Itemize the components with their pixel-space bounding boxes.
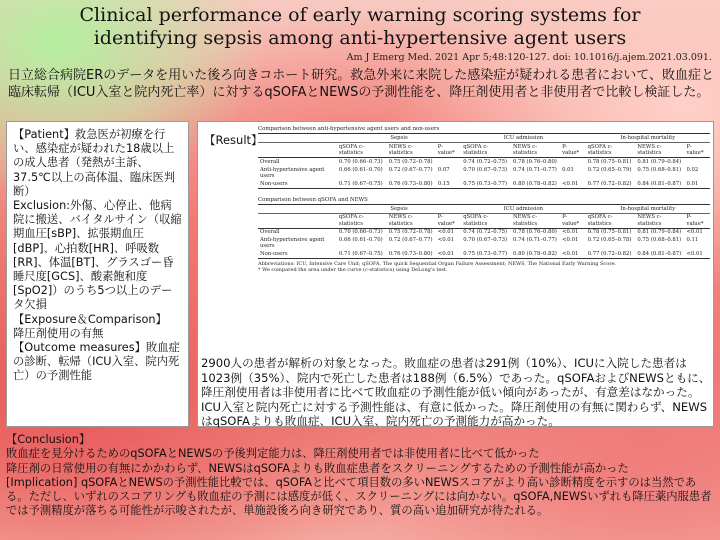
table-cell: 0.01 — [562, 166, 574, 173]
table-footnote: * We compared the area under the curve (c-statistics) using DeLong's test. — [258, 267, 448, 274]
table-subheader: qSOFA c-statistics — [586, 213, 636, 228]
result-tables — [258, 124, 710, 274]
table-subheader: qSOFA c-statistics — [337, 143, 387, 158]
table-cell: <0.01 — [562, 237, 579, 244]
row-label: Anti-hypertensive agent users — [260, 166, 325, 179]
table-subheader: qSOFA c-statistics — [461, 213, 511, 228]
table-subheader: P-value* — [436, 213, 461, 228]
table2-body — [258, 228, 710, 259]
table-cell: 0.84 (0.81–0.87) — [635, 180, 684, 188]
conclusion-heading: 【Conclusion】 — [6, 433, 91, 446]
table-cell — [560, 158, 585, 166]
table-cell: <0.01 — [560, 250, 585, 258]
table-subheader: NEWS c-statistics — [511, 143, 560, 158]
conclusion-section — [6, 433, 714, 519]
table-row — [258, 180, 710, 188]
table-cell: <0.01 — [686, 229, 703, 236]
table-subheader: qSOFA c-statistics — [461, 143, 511, 158]
title-line-1: Clinical performance of early warning scoring systems for — [79, 4, 641, 26]
table-cell: <0.01 — [560, 180, 585, 188]
table-subheader: P-value* — [436, 143, 461, 158]
table-abbreviations: Abbreviations: ICU, Intensive Care Unit; qSOFA, The quick Sequential Organ Failure Assessment; NEWS, The National Early Warning Score. — [258, 261, 617, 268]
table-cell: 0.78 (0.76–0.80) — [513, 158, 557, 165]
table-header-empty — [258, 213, 337, 228]
table-cell: <0.01 — [437, 237, 454, 244]
table1 — [258, 134, 710, 188]
table2-subheader-row — [258, 213, 710, 228]
table-cell: 0.72 (0.67–0.77) — [388, 237, 433, 244]
table1-subheader-row — [258, 143, 710, 158]
exposure-heading: 【Exposure＆Comparison】 — [13, 312, 167, 326]
table-cell: 0.75 (0.72–0.78) — [388, 158, 433, 165]
table-cell: 0.81 (0.79–0.84) — [637, 229, 682, 236]
table-cell — [684, 158, 710, 166]
table-group-header: In-hospital mortality — [586, 134, 710, 142]
table-subheader: qSOFA c-statistics — [586, 143, 636, 158]
table-cell: 0.74 (0.71–0.77) — [513, 237, 557, 244]
table-cell: 0.02 — [686, 166, 699, 173]
result-panel — [197, 121, 714, 427]
exclusion-criteria: Exclusion:外傷、心停止、他病院に搬送、バイタルサイン（収縮期血圧[sBP]、拡張期血圧[dBP]、心拍数[HR]、呼吸数[RR]、体温[BT]、グラスゴー昏睡尺度[GCS]、酸素飽和度[SpO2]）のうち5つ以上のデータ欠損 — [13, 199, 182, 312]
table-subheader: NEWS c-statistics — [635, 213, 684, 228]
table-cell: 0.76 (0.73–0.80) — [387, 180, 436, 188]
table-cell: 0.01 — [684, 180, 710, 188]
table-cell: 0.84 (0.81–0.87) — [635, 250, 684, 258]
table-cell: 0.77 (0.72–0.82) — [586, 250, 636, 258]
table-cell: 0.80 (0.78–0.82) — [511, 180, 560, 188]
table-cell: 0.80 (0.78–0.82) — [511, 250, 560, 258]
table-group-header: ICU admission — [461, 205, 585, 213]
table-cell: 0.72 (0.65–0.79) — [587, 166, 632, 173]
table-group-header: ICU admission — [461, 134, 585, 142]
table1-body — [258, 158, 710, 189]
table-group-header: In-hospital mortality — [586, 205, 710, 213]
result-findings: 2900人の患者が解析の対象となった。敗血症の患者は291例（10%）、ICUに入院した患者は1023例（35%）、院内で死亡した患者は188例（6.5%）であった。qSOFAおよびNEWSともに、降圧剤使用者は非使用者に比べて敗血症の予測性能が低い傾向があったが、有意差はなかった。ICU入室と院内死亡に対する予測性能は、有意に低かった。降圧剤使用の有無に関わらず、NEWSはqSOFAよりも敗血症、ICU入室、院内死亡の予測能力が高かった。 — [201, 356, 711, 429]
table-subheader: qSOFA c-statistics — [337, 213, 387, 228]
table-cell: <0.01 — [684, 250, 710, 258]
outcome-measures: 【Outcome measures】敗血症の診断、転帰（ICU入室、院内死亡）の予測性能 — [13, 341, 180, 383]
table-cell: 0.71 (0.67–0.75) — [337, 250, 387, 258]
table-cell: 0.75 (0.73–0.77) — [461, 250, 511, 258]
table-row — [258, 158, 710, 166]
result-label: 【Result】 — [204, 133, 263, 147]
row-label: Non-users — [258, 180, 337, 188]
table-cell: 0.76 (0.73–0.80) — [387, 250, 436, 258]
table-cell: 0.72 (0.65–0.78) — [587, 237, 632, 244]
conclusion-line-1: 敗血症を見分けるためのqSOFAとNEWSの予後判定能力は、降圧剤使用者では非使用者に比べて低かった — [6, 447, 540, 461]
table-cell — [436, 158, 461, 166]
table-subheader: NEWS c-statistics — [635, 143, 684, 158]
table-header-empty — [258, 205, 337, 213]
table-cell: <0.01 — [436, 250, 461, 258]
table-cell: <0.01 — [437, 229, 454, 236]
table-row — [258, 236, 710, 250]
table-subheader: P-value* — [560, 143, 585, 158]
table-cell: 0.75 (0.73–0.77) — [461, 180, 511, 188]
table-cell: 0.74 (0.72–0.75) — [463, 158, 508, 165]
table-subheader: NEWS c-statistics — [387, 213, 436, 228]
methods-panel — [6, 121, 189, 427]
table-row — [258, 166, 710, 180]
table-cell: 0.74 (0.72–0.75) — [463, 229, 508, 236]
table-cell: 0.15 — [436, 180, 461, 188]
table1-caption: Comparison between anti-hypertensive agent users and non-users — [258, 124, 710, 134]
table-subheader: NEWS c-statistics — [387, 143, 436, 158]
table-cell: 0.70 (0.67–0.73) — [463, 237, 508, 244]
table-cell: 0.70 (0.66–0.73) — [338, 229, 383, 236]
table-cell: 0.78 (0.75–0.81) — [587, 229, 632, 236]
title-line-2: identifying sepsis among anti-hypertensive agent users — [93, 27, 627, 49]
table-cell: 0.70 (0.66–0.73) — [338, 158, 383, 165]
row-label: Non-users — [258, 250, 337, 258]
table-subheader: P-value* — [684, 143, 710, 158]
table-cell: <0.01 — [562, 229, 579, 236]
table-header-empty — [258, 143, 337, 158]
table-cell: 0.71 (0.67–0.75) — [337, 180, 387, 188]
table-cell: 0.78 (0.76–0.80) — [513, 229, 557, 236]
table-cell: 0.70 (0.67–0.73) — [463, 166, 508, 173]
table-cell: 0.66 (0.61–0.70) — [338, 166, 383, 173]
table-subheader: P-value* — [560, 213, 585, 228]
patient-criteria: 【Patient】救急医が初療を行い、感染症が疑われた18歳以上の成人患者（発熱が主訴、37.5℃以上の高体温、臨床医判断） — [13, 128, 176, 198]
table-header-empty — [258, 134, 337, 142]
table-cell: 0.11 — [686, 237, 699, 244]
row-label: Overall — [260, 229, 280, 236]
citation: Am J Emerg Med. 2021 Apr 5;48:120-127. doi: 10.1016/j.ajem.2021.03.091. — [346, 52, 712, 63]
row-label: Anti-hypertensive agent users — [260, 237, 325, 250]
table-cell: 0.07 — [437, 166, 450, 173]
table-cell: 0.78 (0.75–0.81) — [587, 158, 632, 165]
table-cell: 0.81 (0.79–0.84) — [637, 158, 682, 165]
study-summary: 日立総合病院ERのデータを用いた後ろ向きコホート研究。救急外来に来院した感染症が疑われる患者において、敗血症と臨床転帰（ICU入室と院内死亡率）に対するqSOFAとNEWSの予測性能を、降圧剤使用者と非使用者で比較し検証した。 — [8, 68, 714, 100]
table2 — [258, 205, 710, 259]
table2-caption: Comparison between qSOFA and NEWS — [258, 195, 710, 205]
table-row — [258, 250, 710, 258]
table-cell: 0.77 (0.72–0.82) — [586, 180, 636, 188]
row-label: Overall — [260, 158, 280, 165]
table-cell: 0.66 (0.61–0.70) — [338, 237, 383, 244]
table-cell: 0.74 (0.71–0.77) — [513, 166, 557, 173]
table-group-header: Sepsis — [337, 205, 461, 213]
table-cell: 0.75 (0.72–0.78) — [388, 229, 433, 236]
poster-title — [40, 4, 680, 50]
table-cell: 0.75 (0.68–0.81) — [637, 237, 682, 244]
implication: [Implication] qSOFAとNEWSの予測性能比較では、qSOFAと比べて項目数の多いNEWSスコアがより高い診断精度を示すのは当然である。ただし、いずれのスコアリングも敗血症の予測には感度が低く、スクリーニングには向かない。qSOFA,NEWSいずれも降圧薬内服患者では予測精度が落ちる可能性が示唆されたが、単施設後ろ向き研究であり、質の高い追加研究が待たれる。 — [6, 475, 712, 518]
table-row — [258, 228, 710, 236]
table-group-header: Sepsis — [337, 134, 461, 142]
table-cell: 0.72 (0.67–0.77) — [388, 166, 433, 173]
exposure-text: 降圧剤使用の有無 — [13, 326, 104, 340]
table-cell: 0.75 (0.68–0.81) — [637, 166, 682, 173]
table-subheader: P-value* — [684, 213, 710, 228]
table-subheader: NEWS c-statistics — [511, 213, 560, 228]
conclusion-line-2: 降圧剤の日常使用の有無にかかわらず、NEWSはqSOFAよりも敗血症患者をスクリーニングするための予測性能が高かった — [6, 461, 629, 475]
